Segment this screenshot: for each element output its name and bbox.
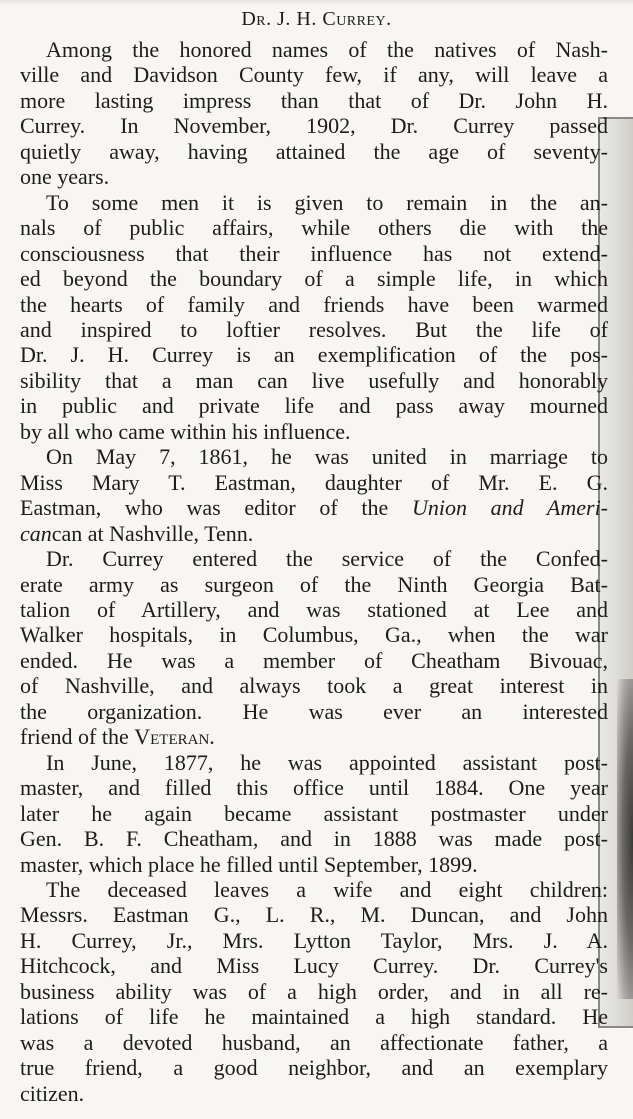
text-line: The deceased leaves a wife and eight children: (46, 876, 608, 902)
veteran-small-caps: Veteran. (134, 724, 215, 750)
text-line: consciousness that their influence has not extend- (20, 240, 608, 266)
text-line: ended. He was a member of Cheatham Bivouac, (20, 647, 608, 673)
text-line: H. Currey, Jr., Mrs. Lytton Taylor, Mrs. J. A. (20, 927, 608, 953)
text-line: Among the honored names of the natives of Nash- (46, 37, 608, 62)
text-line: On May 7, 1861, he was united in marriage to (46, 444, 608, 470)
text-fragment: friend of the (20, 724, 135, 750)
text-line: of Nashville, and always took a great interest in (20, 673, 608, 699)
text-line: sibility that a man can live usefully and honorably (20, 367, 608, 393)
newspaper-name-italic: Union and Ameri- (411, 495, 609, 521)
paragraph-4 (20, 546, 608, 750)
text-line: master, and filled this office until 1884. One year (20, 775, 608, 801)
text-line: lations of life he maintained a high standard. He (20, 1004, 608, 1030)
text-line: ed beyond the boundary of a simple life, in which (20, 266, 608, 292)
paragraph-1 (20, 37, 608, 190)
text-line: master, which place he filled until September, 1899. (20, 851, 478, 877)
text-line: Gen. B. F. Cheatham, and in 1888 was made post- (20, 826, 608, 852)
newspaper-name-italic-cont: can (20, 520, 52, 546)
paragraph-5 (20, 750, 608, 877)
text-line: Hitchcock, and Miss Lucy Currey. Dr. Currey's (20, 953, 608, 979)
text-line: in public and private life and pass away mourned (20, 393, 608, 419)
text-line: the hearts of family and friends have been warmed (20, 291, 608, 317)
text-line: the organization. He was ever an interested (20, 698, 608, 724)
text-line: Dr. J. H. Currey is an exemplification of the pos- (20, 342, 608, 368)
paragraph-6 (20, 877, 608, 1106)
text-line: talion of Artillery, and was stationed at Lee and (20, 596, 608, 622)
text-line (20, 495, 608, 520)
text-line: citizen. (20, 1080, 85, 1106)
text-line: more lasting impress than that of Dr. John H. (20, 87, 608, 113)
text-line: erate army as surgeon of the Ninth Georgia Bat- (20, 571, 608, 597)
paragraph-2 (20, 190, 608, 445)
paragraph-3 (20, 444, 608, 546)
text-line: Messrs. Eastman G., L. R., M. Duncan, and John (20, 902, 608, 928)
portrait-shadow (617, 679, 633, 999)
text-line: business ability was of a high order, and in all re- (20, 978, 608, 1004)
text-line: by all who came within his influence. (20, 418, 351, 444)
text-fragment: Eastman, who was editor of the (20, 495, 412, 521)
text-line: ville and Davidson County few, if any, will leave a (20, 62, 608, 88)
article-body (20, 37, 608, 1106)
text-line: was a devoted husband, an affectionate father, a (20, 1029, 608, 1055)
text-line: true friend, a good neighbor, and an exemplary (20, 1055, 608, 1081)
text-line: Miss Mary T. Eastman, daughter of Mr. E. G. (20, 469, 608, 495)
text-line: Currey. In November, 1902, Dr. Currey passed (20, 113, 608, 139)
text-line: To some men it is given to remain in the an- (46, 189, 608, 215)
text-fragment: can at Nashville, Tenn. (51, 520, 254, 546)
text-line: Dr. Currey entered the service of the Confed- (46, 546, 608, 572)
text-line: quietly away, having attained the age of seventy- (20, 138, 608, 164)
text-line: In June, 1877, he was appointed assistant post- (46, 749, 608, 775)
text-line: and inspired to loftier resolves. But the life of (20, 316, 608, 342)
text-line: later he again became assistant postmaster under (20, 800, 608, 826)
text-line: nals of public affairs, while others die with the (20, 215, 608, 241)
text-line: Walker hospitals, in Columbus, Ga., when the war (20, 622, 608, 648)
text-line (20, 724, 608, 749)
text-line (20, 521, 608, 546)
text-line: one years. (20, 164, 110, 190)
article-title: Dr. J. H. Currey. (241, 8, 392, 30)
